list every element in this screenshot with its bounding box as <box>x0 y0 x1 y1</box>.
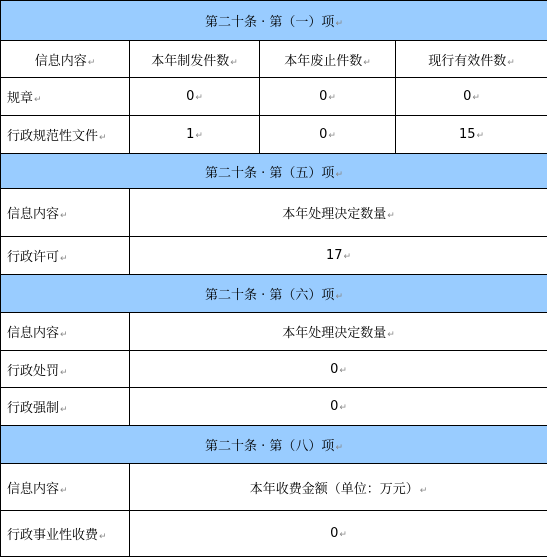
column-header-text: 本年废止件数 <box>284 54 362 69</box>
paragraph-mark-icon: ↵ <box>60 330 68 340</box>
row-label-text: 行政强制 <box>7 401 59 416</box>
value-cell <box>130 78 260 116</box>
row-label-cell <box>1 388 130 426</box>
column-header-cell <box>130 41 260 78</box>
section-header-text: 第二十条 · 第（八）项 <box>205 439 334 454</box>
value-text: 0 <box>319 89 327 104</box>
paragraph-mark-icon: ↵ <box>60 368 68 378</box>
paragraph-mark-icon: ↵ <box>99 133 107 143</box>
column-header-cell <box>1 313 130 351</box>
column-header-row <box>1 41 547 78</box>
column-header-row <box>1 313 547 351</box>
value-text: 0 <box>463 89 471 104</box>
section-header-row <box>1 275 547 313</box>
paragraph-mark-icon: ↵ <box>88 58 96 68</box>
value-text: 0 <box>330 362 338 377</box>
paragraph-mark-icon: ↵ <box>363 58 371 68</box>
paragraph-mark-icon: ↵ <box>328 131 336 141</box>
section-header-row <box>1 1 547 41</box>
table-row <box>1 237 547 275</box>
paragraph-mark-icon: ↵ <box>472 93 480 103</box>
paragraph-mark-icon: ↵ <box>420 486 428 496</box>
table-row <box>1 388 547 426</box>
column-header-text: 信息内容 <box>7 326 59 341</box>
paragraph-mark-icon: ↵ <box>34 95 42 105</box>
value-text: 0 <box>186 89 194 104</box>
column-header-cell <box>130 313 547 351</box>
value-cell <box>130 511 547 557</box>
paragraph-mark-icon: ↵ <box>339 366 347 376</box>
paragraph-mark-icon: ↵ <box>339 403 347 413</box>
column-header-text: 本年收费金额（单位：万元） <box>250 482 419 497</box>
table-row <box>1 116 547 154</box>
paragraph-mark-icon: ↵ <box>344 252 352 262</box>
paragraph-mark-icon: ↵ <box>507 58 515 68</box>
column-header-text: 本年处理决定数量 <box>282 207 386 222</box>
value-cell <box>396 116 547 154</box>
paragraph-mark-icon: ↵ <box>195 131 203 141</box>
column-header-text: 现行有效件数 <box>428 54 506 69</box>
row-label-text: 行政许可 <box>7 250 59 265</box>
value-cell <box>130 116 260 154</box>
paragraph-mark-icon: ↵ <box>335 170 343 180</box>
value-text: 17 <box>326 248 343 263</box>
table-row <box>1 351 547 388</box>
value-text: 0 <box>330 526 338 541</box>
paragraph-mark-icon: ↵ <box>60 486 68 496</box>
paragraph-mark-icon: ↵ <box>230 58 238 68</box>
section-header-cell <box>1 1 547 41</box>
column-header-cell <box>1 464 130 511</box>
row-label-cell <box>1 351 130 388</box>
paragraph-mark-icon: ↵ <box>387 330 395 340</box>
value-text: 0 <box>330 399 338 414</box>
column-header-text: 本年制发件数 <box>151 54 229 69</box>
column-header-text: 信息内容 <box>35 54 87 69</box>
section-header-text: 第二十条 · 第（一）项 <box>205 15 334 30</box>
row-label-text: 规章 <box>7 91 33 106</box>
paragraph-mark-icon: ↵ <box>99 532 107 542</box>
paragraph-mark-icon: ↵ <box>387 211 395 221</box>
section-header-cell <box>1 275 547 313</box>
column-header-cell <box>1 189 130 237</box>
paragraph-mark-icon: ↵ <box>335 292 343 302</box>
column-header-cell <box>1 41 130 78</box>
section-header-row <box>1 426 547 464</box>
paragraph-mark-icon: ↵ <box>60 405 68 415</box>
value-text: 1 <box>186 127 194 142</box>
value-cell <box>260 78 396 116</box>
paragraph-mark-icon: ↵ <box>328 93 336 103</box>
column-header-cell <box>396 41 547 78</box>
column-header-text: 本年处理决定数量 <box>282 326 386 341</box>
value-text: 15 <box>459 127 476 142</box>
section-header-text: 第二十条 · 第（五）项 <box>205 166 334 181</box>
column-header-cell <box>130 464 547 511</box>
value-cell <box>130 351 547 388</box>
paragraph-mark-icon: ↵ <box>339 530 347 540</box>
paragraph-mark-icon: ↵ <box>60 211 68 221</box>
paragraph-mark-icon: ↵ <box>477 131 485 141</box>
column-header-row <box>1 464 547 511</box>
table-row <box>1 78 547 116</box>
row-label-cell <box>1 511 130 557</box>
section-header-cell <box>1 154 547 189</box>
row-label-text: 行政事业性收费 <box>7 528 98 543</box>
column-header-row <box>1 189 547 237</box>
row-label-cell <box>1 237 130 275</box>
column-header-text: 信息内容 <box>7 482 59 497</box>
value-cell <box>130 388 547 426</box>
section-header-text: 第二十条 · 第（六）项 <box>205 288 334 303</box>
column-header-cell <box>260 41 396 78</box>
paragraph-mark-icon: ↵ <box>60 254 68 264</box>
value-text: 0 <box>319 127 327 142</box>
paragraph-mark-icon: ↵ <box>335 19 343 29</box>
paragraph-mark-icon: ↵ <box>335 443 343 453</box>
paragraph-mark-icon: ↵ <box>195 93 203 103</box>
column-header-cell <box>130 189 547 237</box>
value-cell <box>396 78 547 116</box>
row-label-cell <box>1 78 130 116</box>
section-header-row <box>1 154 547 189</box>
row-label-text: 行政规范性文件 <box>7 129 98 144</box>
section-header-cell <box>1 426 547 464</box>
column-header-text: 信息内容 <box>7 207 59 222</box>
row-label-cell <box>1 116 130 154</box>
value-cell <box>260 116 396 154</box>
row-label-text: 行政处罚 <box>7 364 59 379</box>
value-cell <box>130 237 547 275</box>
table-row <box>1 511 547 557</box>
